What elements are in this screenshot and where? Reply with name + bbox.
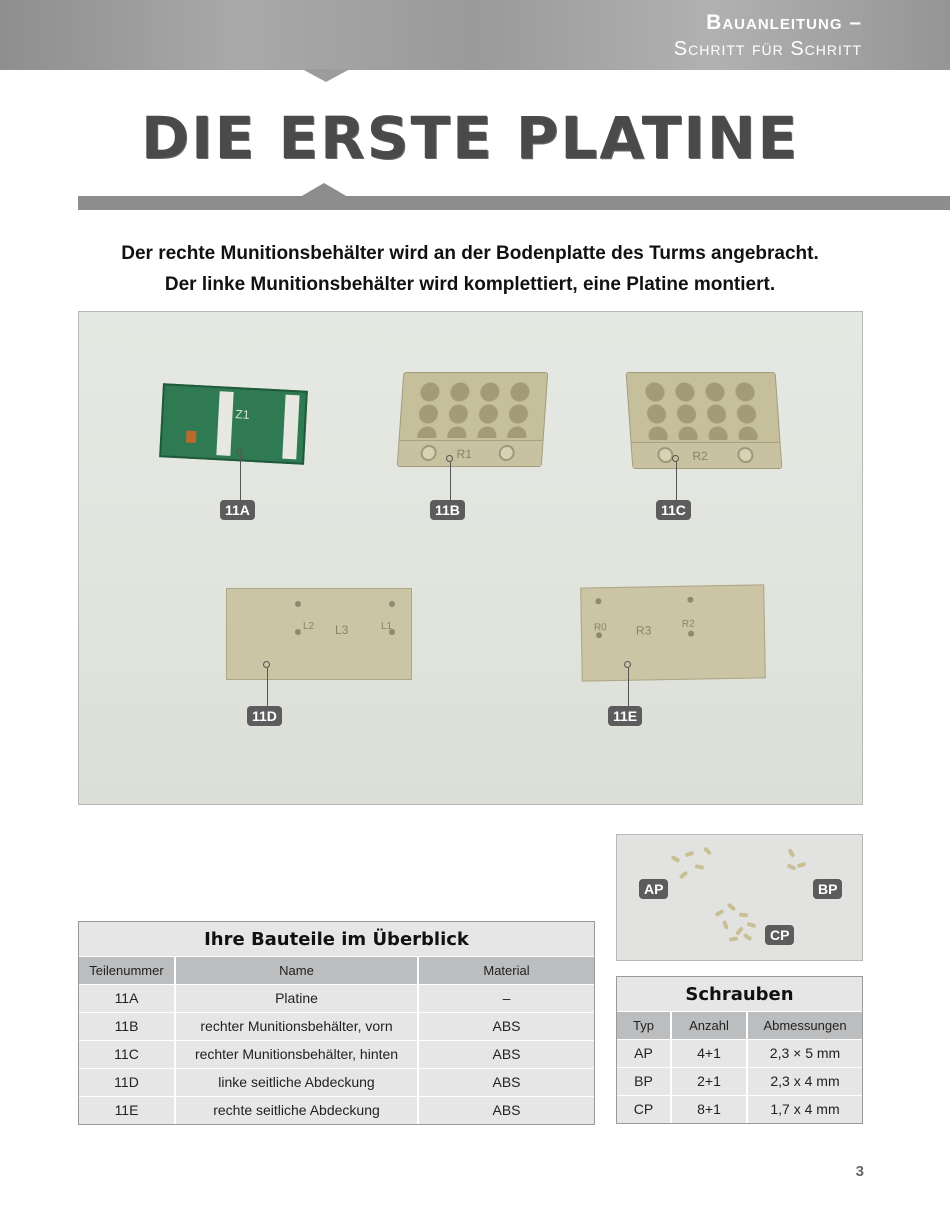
table-row [79, 1096, 594, 1124]
ammo-box-front-image [397, 372, 549, 467]
screw-image [703, 846, 712, 855]
ammo-box-rear-image [626, 372, 783, 469]
pcb-connector [282, 395, 299, 460]
table-row [617, 1095, 862, 1123]
parts-table-grid [79, 957, 594, 1124]
leader-line-11b [450, 462, 451, 500]
screw-image [729, 936, 739, 942]
table-row [79, 1040, 594, 1068]
plate-slot [687, 597, 693, 603]
leader-dot-11a [236, 448, 243, 455]
parts-photo [78, 311, 863, 805]
table-cell: 11B [79, 1012, 175, 1040]
table-cell: linke seitliche Abdeckung [175, 1068, 418, 1096]
table-cell: 1,7 x 4 mm [747, 1095, 862, 1123]
page-number: 3 [855, 1163, 864, 1180]
screw-image [679, 871, 688, 880]
table-cell: rechter Munitionsbehälter, vorn [175, 1012, 418, 1040]
plate-slot [389, 601, 395, 607]
label-11a: 11A [220, 500, 255, 520]
table-cell: 8+1 [671, 1095, 747, 1123]
table-cell: 2+1 [671, 1067, 747, 1095]
column-header: Abmessungen [747, 1012, 862, 1039]
table-cell: ABS [418, 1012, 594, 1040]
leader-line-11d [267, 668, 268, 706]
screw-image [671, 855, 681, 863]
table-row [79, 1068, 594, 1096]
table-cell: 11E [79, 1096, 175, 1124]
pcb-marking: Z1 [235, 407, 250, 422]
column-header: Name [175, 957, 418, 984]
label-11c: 11C [656, 500, 691, 520]
box-holes [639, 381, 767, 440]
header-banner [0, 0, 950, 70]
label-11e: 11E [608, 706, 642, 726]
table-row [617, 1067, 862, 1095]
column-header: Teilenummer [79, 957, 175, 984]
part-marking-r2: R2 [691, 449, 709, 463]
column-header: Typ [617, 1012, 671, 1039]
table-cell: Platine [175, 984, 418, 1012]
plate-slot [295, 601, 301, 607]
screw-image [739, 913, 748, 918]
screw-image [788, 848, 796, 858]
label-11d: 11D [247, 706, 282, 726]
table-row [79, 1012, 594, 1040]
leader-dot-11b [446, 455, 453, 462]
pcb-connector [216, 391, 233, 456]
part-marking-r1: R1 [456, 447, 473, 461]
table-row [79, 984, 594, 1012]
plate-slot [595, 598, 601, 604]
screws-table-grid [617, 1012, 862, 1123]
parts-table [78, 921, 595, 1125]
intro-line-2: Der linke Munitionsbehälter wird komplettiert, eine Platine montiert. [164, 274, 776, 295]
leader-dot-11c [672, 455, 679, 462]
right-cover-plate-image [580, 584, 766, 681]
section-heading [674, 10, 862, 62]
table-cell: – [418, 984, 594, 1012]
screw-image [747, 922, 757, 928]
label-11b: 11B [430, 500, 465, 520]
part-marking-r3: R3 [635, 623, 652, 638]
part-marking-l2: L2 [303, 621, 315, 632]
table-cell: 11A [79, 984, 175, 1012]
screw-image [695, 864, 705, 870]
table-row [617, 1039, 862, 1067]
section-heading-line1: Bauanleitung – [706, 11, 862, 34]
box-holes [412, 381, 535, 438]
screws-photo [616, 834, 863, 961]
mount-hole [498, 445, 515, 461]
mount-hole [420, 445, 437, 461]
part-marking-l1: L1 [381, 621, 393, 632]
table-cell: 4+1 [671, 1039, 747, 1067]
screw-image [685, 851, 695, 858]
label-ap: AP [639, 879, 668, 899]
leader-line-11c [676, 462, 677, 500]
leader-dot-11e [624, 661, 631, 668]
table-cell: ABS [418, 1068, 594, 1096]
table-cell: rechte seitliche Abdeckung [175, 1096, 418, 1124]
box-base [632, 442, 782, 468]
mount-hole [657, 447, 674, 463]
table-header-row [79, 957, 594, 984]
left-cover-plate-image [226, 588, 412, 680]
table-header-row [617, 1012, 862, 1039]
table-cell: BP [617, 1067, 671, 1095]
table-cell: AP [617, 1039, 671, 1067]
title-divider-bar [78, 196, 950, 210]
screw-image [743, 933, 753, 941]
column-header: Material [418, 957, 594, 984]
part-marking-l3: L3 [335, 623, 349, 637]
intro-line-1: Der rechte Munitionsbehälter wird an der Bodenplatte des Turms angebracht. [121, 243, 819, 264]
column-header: Anzahl [671, 1012, 747, 1039]
table-cell: 2,3 x 4 mm [747, 1067, 862, 1095]
box-base [398, 440, 543, 466]
title-bar-notch [300, 183, 348, 197]
leader-dot-11d [263, 661, 270, 668]
pcb-image [159, 383, 308, 464]
part-marking-r2b: R2 [681, 618, 695, 630]
leader-line-11e [628, 668, 629, 706]
plate-slot [688, 631, 694, 637]
table-cell: ABS [418, 1040, 594, 1068]
table-cell: ABS [418, 1096, 594, 1124]
leader-line-11a [240, 455, 241, 500]
mount-hole [737, 447, 754, 463]
table-cell: CP [617, 1095, 671, 1123]
part-marking-r0: R0 [593, 622, 607, 634]
screw-image [722, 920, 729, 930]
table-cell: 11C [79, 1040, 175, 1068]
screw-image [715, 909, 725, 917]
pcb-component [186, 431, 197, 444]
screw-image [787, 863, 797, 870]
screw-image [727, 903, 736, 912]
section-heading-line2: Schritt für Schritt [673, 38, 862, 60]
table-cell: 2,3 × 5 mm [747, 1039, 862, 1067]
table-cell: 11D [79, 1068, 175, 1096]
plate-slot [295, 629, 301, 635]
label-cp: CP [765, 925, 794, 945]
intro-text [0, 238, 940, 300]
page-title: DIE ERSTE PLATINE [140, 104, 800, 172]
screws-table-title: Schrauben [617, 977, 862, 1012]
screw-image [797, 862, 807, 868]
screws-table [616, 976, 863, 1124]
label-bp: BP [813, 879, 842, 899]
parts-table-title: Ihre Bauteile im Überblick [79, 922, 594, 957]
table-cell: rechter Munitionsbehälter, hinten [175, 1040, 418, 1068]
